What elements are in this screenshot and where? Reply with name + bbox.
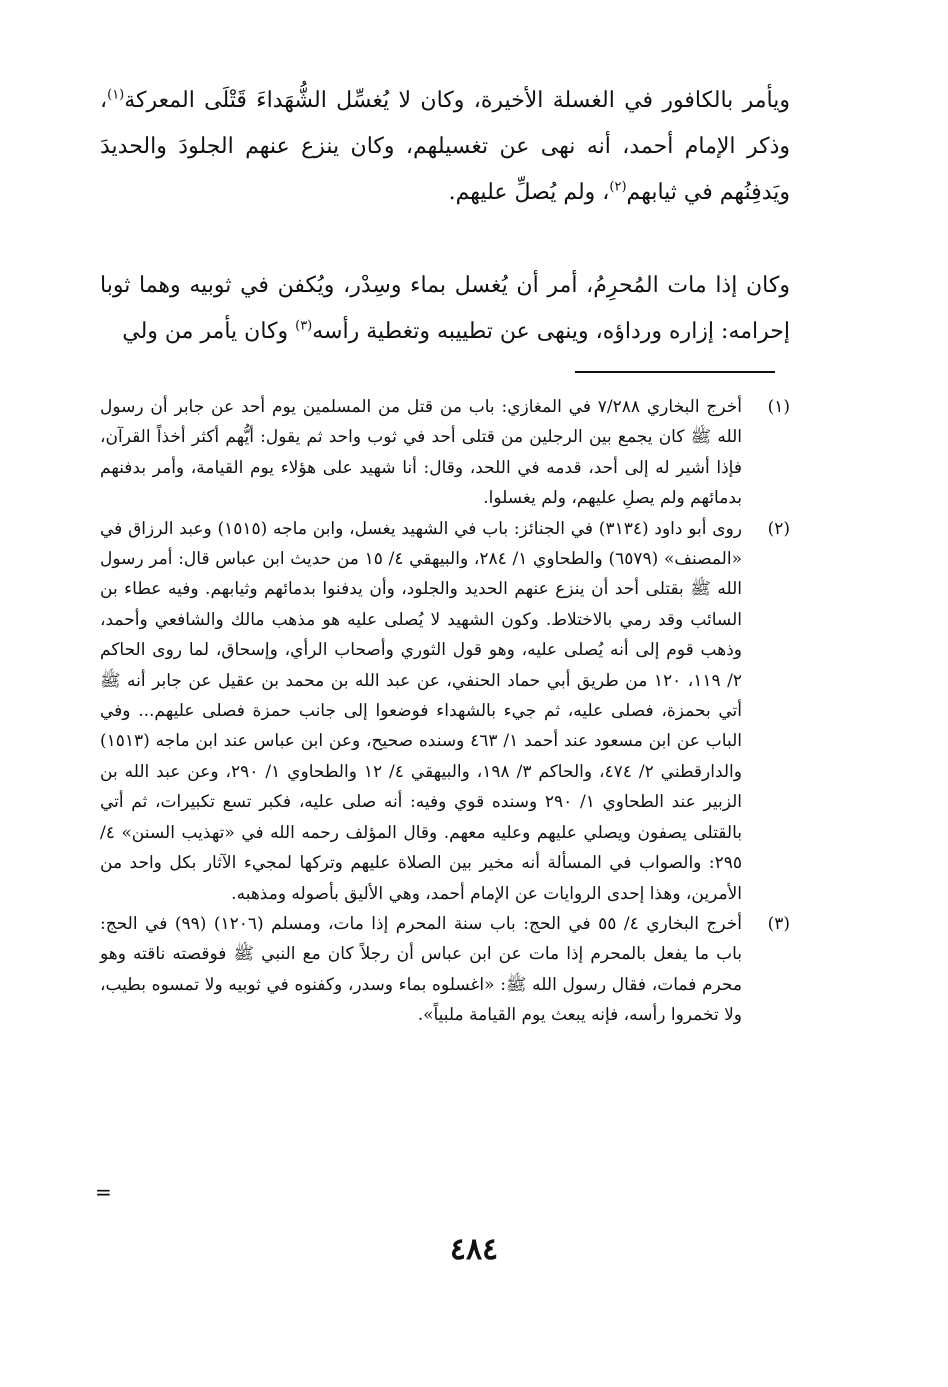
footnote-number: (١) <box>767 397 790 417</box>
page-number: ٤٨٤ <box>449 1232 499 1267</box>
footnote-text: أخرج البخاري ٧/٢٨٨ في المغازي: باب من قتل من المسلمين يوم أحد عن جابر أن رسول الله ﷺ كان يجمع بين الرجلين من قتلى أحد في ثوب واحد ثم يقول: أيُّهم أكثر أخذاً القرآن، فإذا أشير له إلى أحد، قدمه في اللحد، وقال: أنا شهيد على هؤلاء يوم القيامة، وأمر بدفنهم بدمائهم ولم يصلِ عليهم، ولم يغسلوا. <box>100 397 743 509</box>
continuation-mark: = <box>95 1180 112 1204</box>
footnote-3 <box>100 909 790 1031</box>
paragraph-text: وكان إذا مات المُحرِمُ، أمر أن يُغسل بماء وسِدْر، ويُكفن في ثوبيه وهما ثوبا إحرامه: إزاره ورداؤه، وينهى عن تطييبه وتغطية رأسه <box>100 273 790 344</box>
footnote-ref-2: (٢) <box>609 179 627 195</box>
footnote-ref-1: (١) <box>107 87 125 103</box>
paragraph-text: ويأمر بالكافور في الغسلة الأخيرة، وكان لا يُغسِّل الشُّهَداءَ قَتْلَى المعركة <box>124 88 790 113</box>
footnote-2 <box>100 514 790 909</box>
footnote-ref-3: (٣) <box>295 318 313 334</box>
main-paragraph-2 <box>100 263 790 355</box>
paragraph-text: ، وذكر الإمام أحمد، أنه نهى عن تغسيلهم، وكان ينزع عنهم الجلودَ والحديدَ ويَدفِنُهم في ثيابهم <box>100 88 790 205</box>
paragraph-text: وكان يأمر من ولي <box>122 319 296 344</box>
footnote-number: (٣) <box>767 913 790 934</box>
footnote-separator <box>575 371 775 373</box>
paragraph-text: ، ولم يُصلِّ عليهم. <box>448 180 610 205</box>
footnote-text: أخرج البخاري ٤/ ٥٥ في الحج: باب سنة المحرم إذا مات، ومسلم (١٢٠٦) (٩٩) في الحج: باب ما يفعل بالمحرم إذا مات عن ابن عباس أن رجلاً كان مع النبي ﷺ فوقصته ناقته وهو محرم فمات، فقال رسول الله ﷺ: «اغسلوه بماء وسدر، وكفنوه في ثوبيه ولا تمسوه بطيب، ولا تخمروا رأسه، فإنه يبعث يوم القيامة ملبياً». <box>100 913 742 1026</box>
footnotes-section <box>100 392 790 1031</box>
main-paragraph-1 <box>100 78 790 216</box>
footnote-1 <box>100 392 790 514</box>
footnote-text: روى أبو داود (٣١٣٤) في الجنائز: باب في الشهيد يغسل، وابن ماجه (١٥١٥) وعبد الرزاق في «المصنف» (٦٥٧٩) والطحاوي ١/ ٢٨٤، والبيهقي ٤/ ١٥ من حديث ابن عباس قال: أمر رسول الله ﷺ بقتلى أحد أن ينزع عنهم الحديد والجلود، وأن يدفنوا بدمائهم وثيابهم. وفيه عطاء بن السائب وقد رمي بالاختلاط. وكون الشهيد لا يُصلى عليه هو مذهب مالك والشافعي وأحمد، وذهب قوم إلى أنه يُصلى عليه، وهو قول الثوري وأصحاب الرأي، وإسحاق، لما روى الحاكم ٢/ ١١٩، ١٢٠ من طريق أبي حماد الحنفي، عن عبد الله بن محمد بن عقيل عن جابر أنه ﷺ أتي بحمزة، فصلى عليه، ثم جيء بالشهداء فوضعوا إلى جانب حمزة فصلى عليهم... وفي الباب عن ابن مسعود عند أحمد ١/ ٤٦٣ وسنده صحيح، وعن ابن عباس عند ابن ماجه (١٥١٣) والدارقطني ٢/ ٤٧٤، والحاكم ٣/ ١٩٨، والبيهقي ٤/ ١٢ والطحاوي ١/ ٢٩٠، وعن عبد الله بن الزبير عند الطحاوي ١/ ٢٩٠ وسنده قوي وفيه: أنه صلى عليه، فكبر تسع تكبيرات، ثم أتي بالقتلى يصفون ويصلي عليهم وعليه معهم. وقال المؤلف رحمه الله في «تهذيب السنن» ٤/ ٢٩٥: والصواب في المسألة أنه مخير بين الصلاة عليهم وتركها لمجيء الآثار بكل واحد من الأمرين، وهذا إحدى الروايات عن الإمام أحمد، وهي الأليق بأصوله ومذهبه. <box>100 518 743 904</box>
footnote-number: (٢) <box>767 518 790 539</box>
